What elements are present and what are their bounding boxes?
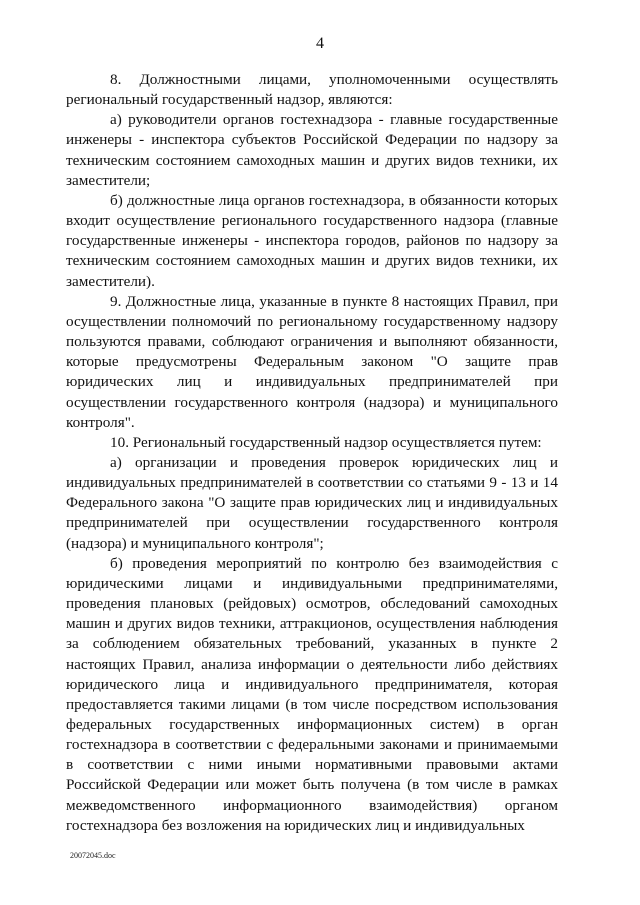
document-body <box>66 70 558 836</box>
paragraph-10: 10. Региональный государственный надзор осуществляется путем: <box>110 433 542 451</box>
paragraph-10b: б) проведения мероприятий по контролю без взаимодействия с юридическими лицами и индивидуальными предпринимателями, проведения плановых (рейдовых) осмотров, обследований самоходных машин и других видов техники, аттракционов, осуществления наблюдения за соблюдением обязательных требований, указанных в пункте 2 настоящих Правил, анализа информации о деятельности либо действиях юридического лица и индивидуального предпринимателя, которая предоставляется такими лицами (в том числе посредством использования федеральных государственных информационных систем) в орган гостехнадзора в соответствии с федеральными законами и принимаемыми в соответствии с ними иными нормативными правовыми актами Российской Федерации или может быть получена (в том числе в рамках межведомственного информационного взаимодействия) органом гостехнадзора без возложения на юридических лиц и индивидуальных <box>66 554 558 834</box>
paragraph-8: 8. Должностными лицами, уполномоченными осуществлять региональный государственный надзор, являются: <box>66 71 558 109</box>
paragraph-10a: а) организации и проведения проверок юридических лиц и индивидуальных предпринимателей в соответствии со статьями 9 - 13 и 14 Федерального закона "О защите прав юридических лиц и индивидуальных предпринимателей при осуществлении государственного контроля (надзора) и муниципального контроля"; <box>66 453 558 552</box>
paragraph-8b: б) должностные лица органов гостехнадзора, в обязанности которых входит осуществление регионального государственного надзора (главные государственные инженеры - инспектора городов, районов по надзору за техническим состоянием самоходных машин и других видов техники, их заместители). <box>66 191 558 290</box>
page-number: 4 <box>316 35 324 52</box>
paragraph-8a: а) руководители органов гостехнадзора - главные государственные инженеры - инспектора субъектов Российской Федерации по надзору за техническим состоянием самоходных машин и других видов техники, их заместители; <box>66 111 558 189</box>
paragraph-9: 9. Должностные лица, указанные в пункте 8 настоящих Правил, при осуществлении полномочий по региональному государственному надзору пользуются правами, соблюдают ограничения и выполняют обязанности, которые предусмотрены Федеральным законом "О защите прав юридических лиц и индивидуальных предпринимателей при осуществлении государственного контроля (надзора) и муниципального контроля". <box>66 292 558 431</box>
footer-file-code: 20072045.doc <box>70 851 116 860</box>
